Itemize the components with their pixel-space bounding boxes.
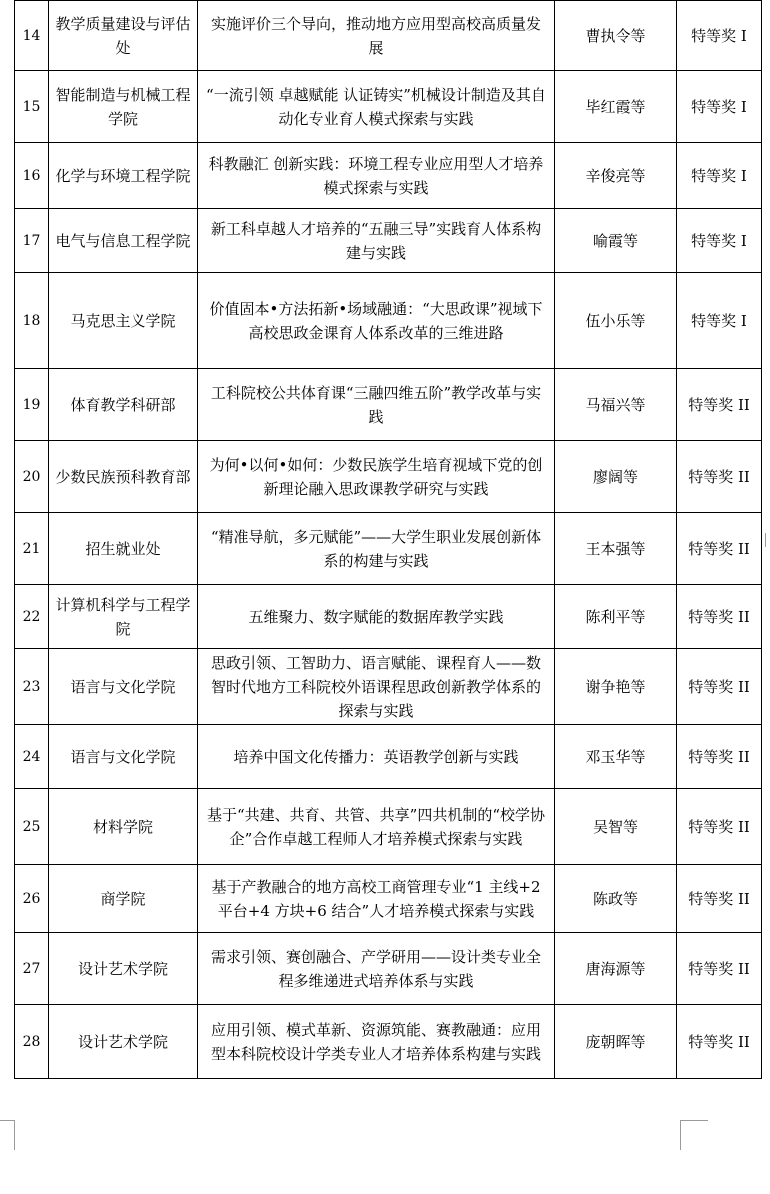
award-table-body	[15, 1, 762, 1079]
cell-leader: 廖阔等	[555, 441, 677, 513]
cell-leader: 马福兴等	[555, 369, 677, 441]
cell-project-title: 需求引领、赛创融合、产学研用——设计类专业全程多维递进式培养体系与实践	[198, 933, 555, 1005]
cell-award-level: 特等奖 II	[677, 789, 762, 865]
cell-number: 14	[15, 1, 49, 71]
cell-project-title: 新工科卓越人才培养的“五融三导”实践育人体系构建与实践	[198, 209, 555, 273]
table-row	[15, 725, 762, 789]
cell-award-level: 特等奖 II	[677, 369, 762, 441]
cell-project-title: 培养中国文化传播力：英语教学创新与实践	[198, 725, 555, 789]
cell-award-level: 特等奖 II	[677, 1005, 762, 1079]
cell-project-title: 实施评价三个导向，推动地方应用型高校高质量发展	[198, 1, 555, 71]
cell-number: 19	[15, 369, 49, 441]
cell-leader: 谢争艳等	[555, 649, 677, 725]
cell-project-title: 基于产教融合的地方高校工商管理专业“1 主线+2 平台+4 方块+6 结合”人才培养模式探索与实践	[198, 865, 555, 933]
cell-unit: 少数民族预科教育部	[49, 441, 198, 513]
cell-project-title: “精准导航，多元赋能”——大学生职业发展创新体系的构建与实践	[198, 513, 555, 585]
cell-award-level: 特等奖 I	[677, 71, 762, 143]
cell-unit: 电气与信息工程学院	[49, 209, 198, 273]
cell-number: 21	[15, 513, 49, 585]
cell-leader: 陈政等	[555, 865, 677, 933]
cell-number: 15	[15, 71, 49, 143]
cell-project-title: 科教融汇 创新实践：环境工程专业应用型人才培养模式探索与实践	[198, 143, 555, 209]
table-row	[15, 71, 762, 143]
cell-unit: 智能制造与机械工程学院	[49, 71, 198, 143]
table-row	[15, 369, 762, 441]
cell-number: 17	[15, 209, 49, 273]
cell-award-level: 特等奖 I	[677, 1, 762, 71]
cell-project-title: 思政引领、工智助力、语言赋能、课程育人——数智时代地方工科院校外语课程思政创新教学体系的探索与实践	[198, 649, 555, 725]
cell-leader: 陈利平等	[555, 585, 677, 649]
cell-leader: 王本强等	[555, 513, 677, 585]
cell-unit: 体育教学科研部	[49, 369, 198, 441]
cell-unit: 语言与文化学院	[49, 649, 198, 725]
table-row	[15, 585, 762, 649]
table-row	[15, 933, 762, 1005]
cell-number: 22	[15, 585, 49, 649]
table-row	[15, 1, 762, 71]
table-row	[15, 1005, 762, 1079]
table-row	[15, 273, 762, 369]
cell-number: 20	[15, 441, 49, 513]
cell-unit: 设计艺术学院	[49, 933, 198, 1005]
cell-unit: 计算机科学与工程学院	[49, 585, 198, 649]
table-row	[15, 209, 762, 273]
cell-award-level: 特等奖 I	[677, 143, 762, 209]
cell-award-level: 特等奖 II	[677, 933, 762, 1005]
table-row	[15, 143, 762, 209]
cell-award-level: 特等奖 I	[677, 273, 762, 369]
table-row	[15, 441, 762, 513]
cell-unit: 商学院	[49, 865, 198, 933]
cell-number: 25	[15, 789, 49, 865]
cell-leader: 毕红霞等	[555, 71, 677, 143]
cell-project-title: 基于“共建、共育、共管、共享”四共机制的“校学协企”合作卓越工程师人才培养模式探索与实践	[198, 789, 555, 865]
cell-number: 28	[15, 1005, 49, 1079]
margin-mark	[765, 533, 766, 547]
cell-project-title: 价值固本•方法拓新•场域融通：“大思政课”视域下高校思政金课育人体系改革的三维进路	[198, 273, 555, 369]
cell-unit: 教学质量建设与评估处	[49, 1, 198, 71]
cell-project-title: “一流引领 卓越赋能 认证铸实”机械设计制造及其自动化专业育人模式探索与实践	[198, 71, 555, 143]
cell-leader: 曹执令等	[555, 1, 677, 71]
cell-number: 18	[15, 273, 49, 369]
cell-unit: 招生就业处	[49, 513, 198, 585]
cell-award-level: 特等奖 II	[677, 513, 762, 585]
cell-award-level: 特等奖 II	[677, 865, 762, 933]
cell-unit: 语言与文化学院	[49, 725, 198, 789]
table-row	[15, 513, 762, 585]
cell-project-title: 为何•以何•如何：少数民族学生培育视域下党的创新理论融入思政课教学研究与实践	[198, 441, 555, 513]
cell-leader: 喻霞等	[555, 209, 677, 273]
cell-project-title: 应用引领、模式革新、资源筑能、赛教融通：应用型本科院校设计学类专业人才培养体系构建与实践	[198, 1005, 555, 1079]
cell-number: 23	[15, 649, 49, 725]
cell-award-level: 特等奖 II	[677, 441, 762, 513]
cell-leader: 吴智等	[555, 789, 677, 865]
cell-award-level: 特等奖 II	[677, 649, 762, 725]
cell-number: 24	[15, 725, 49, 789]
cell-award-level: 特等奖 II	[677, 725, 762, 789]
cell-leader: 邓玉华等	[555, 725, 677, 789]
award-table	[14, 0, 762, 1079]
cell-project-title: 五维聚力、数字赋能的数据库教学实践	[198, 585, 555, 649]
cell-number: 16	[15, 143, 49, 209]
cell-unit: 马克思主义学院	[49, 273, 198, 369]
cell-leader: 庞朝晖等	[555, 1005, 677, 1079]
cell-unit: 化学与环境工程学院	[49, 143, 198, 209]
cell-unit: 设计艺术学院	[49, 1005, 198, 1079]
cell-leader: 伍小乐等	[555, 273, 677, 369]
cell-project-title: 工科院校公共体育课“三融四维五阶”教学改革与实践	[198, 369, 555, 441]
table-row	[15, 649, 762, 725]
table-row	[15, 789, 762, 865]
cell-award-level: 特等奖 I	[677, 209, 762, 273]
cell-leader: 唐海源等	[555, 933, 677, 1005]
cell-award-level: 特等奖 II	[677, 585, 762, 649]
cell-leader: 辛俊亮等	[555, 143, 677, 209]
cell-number: 27	[15, 933, 49, 1005]
cell-unit: 材料学院	[49, 789, 198, 865]
cell-number: 26	[15, 865, 49, 933]
table-row	[15, 865, 762, 933]
